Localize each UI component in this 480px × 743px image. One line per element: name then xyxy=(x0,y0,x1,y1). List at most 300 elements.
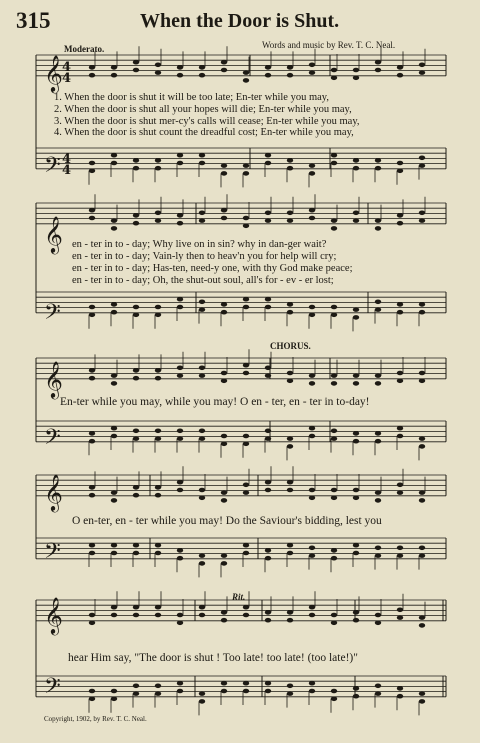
note-head xyxy=(331,556,337,561)
note-head xyxy=(243,434,249,439)
note-head xyxy=(265,366,271,371)
note-head xyxy=(221,68,227,73)
note-head xyxy=(309,216,315,221)
note-head xyxy=(331,313,337,318)
note-head xyxy=(287,166,293,171)
note-head xyxy=(155,436,161,441)
note-head xyxy=(199,561,205,566)
note-head xyxy=(133,613,139,618)
note-head xyxy=(221,60,227,65)
note-head xyxy=(133,166,139,171)
note-head xyxy=(199,488,205,493)
note-head xyxy=(397,169,403,174)
note-head xyxy=(155,211,161,216)
note-head xyxy=(221,610,227,615)
note-head xyxy=(89,169,95,174)
note-head xyxy=(199,373,205,378)
note-head xyxy=(265,429,271,434)
note-head xyxy=(133,684,139,689)
note-head xyxy=(419,699,425,704)
note-head xyxy=(199,161,205,166)
note-head xyxy=(331,689,337,694)
note-head xyxy=(89,305,95,310)
note-head xyxy=(89,689,95,694)
note-head xyxy=(419,444,425,449)
note-head xyxy=(89,439,95,444)
note-head xyxy=(287,543,293,548)
note-head xyxy=(243,543,249,548)
lyric-line: 4. When the door is shut count the dreadful cost; En-ter while you may, xyxy=(54,127,354,138)
note-head xyxy=(353,315,359,320)
note-head xyxy=(89,161,95,166)
note-head xyxy=(419,70,425,75)
note-head xyxy=(155,305,161,310)
note-head xyxy=(177,681,183,686)
note-head xyxy=(89,216,95,221)
note-head xyxy=(375,373,381,378)
note-head xyxy=(331,613,337,618)
note-head xyxy=(177,373,183,378)
note-head xyxy=(331,68,337,73)
note-head xyxy=(89,621,95,626)
note-head xyxy=(397,213,403,218)
note-head xyxy=(353,610,359,615)
note-head xyxy=(111,153,117,158)
note-head xyxy=(265,211,271,216)
note-head xyxy=(111,697,117,702)
note-head xyxy=(111,73,117,78)
note-head xyxy=(375,166,381,171)
bass-clef-icon: 𝄢 xyxy=(44,425,61,455)
note-head xyxy=(221,681,227,686)
note-head xyxy=(89,313,95,318)
note-head xyxy=(221,163,227,168)
note-head xyxy=(375,490,381,495)
note-head xyxy=(265,73,271,78)
note-head xyxy=(353,381,359,386)
note-head xyxy=(199,429,205,434)
note-head xyxy=(375,439,381,444)
note-head xyxy=(397,65,403,70)
note-head xyxy=(111,226,117,231)
note-head xyxy=(221,618,227,623)
note-head xyxy=(155,493,161,498)
note-head xyxy=(309,553,315,558)
note-head xyxy=(375,546,381,551)
note-head xyxy=(265,681,271,686)
note-head xyxy=(287,218,293,223)
note-head xyxy=(397,426,403,431)
note-head xyxy=(89,697,95,702)
lyric-line: 2. When the door is shut all your hopes will die; En-ter while you may, xyxy=(54,104,352,115)
note-head xyxy=(133,376,139,381)
lyric-line: 3. When the door is shut mer-cy's calls will cease; En-ter while you may, xyxy=(54,116,360,127)
note-head xyxy=(177,621,183,626)
rit-marking: Rit. xyxy=(232,592,246,602)
note-head xyxy=(243,305,249,310)
note-head xyxy=(133,221,139,226)
note-head xyxy=(375,431,381,436)
lyric-line: hear Him say, "The door is shut ! Too late! too late! (too late!)" xyxy=(68,652,358,664)
note-head xyxy=(133,691,139,696)
treble-clef-icon: 𝄞 xyxy=(44,215,63,253)
note-head xyxy=(89,613,95,618)
note-head xyxy=(331,226,337,231)
note-head xyxy=(287,480,293,485)
note-head xyxy=(265,297,271,302)
note-head xyxy=(397,546,403,551)
note-head xyxy=(375,226,381,231)
lyric-line: en - ter in to - day; Oh, the shut-out soul, all's for - ev - er lost; xyxy=(72,275,334,286)
treble-clef-icon: 𝄞 xyxy=(44,596,63,634)
note-head xyxy=(375,684,381,689)
note-head xyxy=(309,313,315,318)
note-head xyxy=(309,373,315,378)
note-head xyxy=(155,551,161,556)
note-head xyxy=(221,442,227,447)
note-head xyxy=(221,498,227,503)
time-signature: 4 xyxy=(62,163,72,178)
lyric-line: 1. When the door is shut it will be too late; En-ter while you may, xyxy=(54,92,329,103)
note-head xyxy=(155,166,161,171)
tempo-marking: Moderato. xyxy=(64,44,105,54)
note-head xyxy=(287,488,293,493)
note-head xyxy=(265,480,271,485)
lyric-line: en - ter in to - day; Has-ten, need-y one, with thy God make peace; xyxy=(72,263,353,274)
note-head xyxy=(89,485,95,490)
note-head xyxy=(309,496,315,501)
note-head xyxy=(199,65,205,70)
note-head xyxy=(331,548,337,553)
note-head xyxy=(265,305,271,310)
note-head xyxy=(353,543,359,548)
note-head xyxy=(243,171,249,176)
note-head xyxy=(397,379,403,384)
note-head xyxy=(177,436,183,441)
note-head xyxy=(397,310,403,315)
note-head xyxy=(199,366,205,371)
bass-clef-icon: 𝄢 xyxy=(44,153,61,183)
note-head xyxy=(309,163,315,168)
note-head xyxy=(89,551,95,556)
note-head xyxy=(133,493,139,498)
hymn-number: 315 xyxy=(16,8,51,33)
note-head xyxy=(309,208,315,213)
note-head xyxy=(221,310,227,315)
note-head xyxy=(375,553,381,558)
note-head xyxy=(111,302,117,307)
note-head xyxy=(199,73,205,78)
note-head xyxy=(419,615,425,620)
note-head xyxy=(89,431,95,436)
note-head xyxy=(133,368,139,373)
treble-clef-icon: 𝄞 xyxy=(44,473,63,511)
note-head xyxy=(89,73,95,78)
note-head xyxy=(287,379,293,384)
note-head xyxy=(353,158,359,163)
note-head xyxy=(331,76,337,81)
time-signature: 4 xyxy=(62,152,72,167)
lyric-line: O en-ter, en - ter while you may! Do the Saviour's bidding, lest you xyxy=(72,515,382,527)
note-head xyxy=(243,442,249,447)
note-head xyxy=(331,218,337,223)
note-head xyxy=(221,171,227,176)
note-head xyxy=(419,310,425,315)
note-head xyxy=(397,302,403,307)
note-head xyxy=(309,171,315,176)
note-head xyxy=(199,153,205,158)
note-head xyxy=(221,434,227,439)
note-head xyxy=(221,561,227,566)
note-head xyxy=(155,218,161,223)
note-head xyxy=(111,381,117,386)
note-head xyxy=(177,480,183,485)
note-head xyxy=(309,426,315,431)
note-head xyxy=(133,213,139,218)
note-head xyxy=(375,498,381,503)
note-head xyxy=(133,436,139,441)
note-head xyxy=(155,543,161,548)
note-heads xyxy=(89,46,425,715)
note-head xyxy=(221,208,227,213)
note-head xyxy=(397,694,403,699)
copyright-notice: Copyright, 1902, by Rev. T. C. Neal. xyxy=(44,715,147,723)
note-head xyxy=(331,153,337,158)
note-head xyxy=(397,371,403,376)
note-head xyxy=(353,618,359,623)
note-head xyxy=(133,158,139,163)
note-head xyxy=(287,691,293,696)
chorus-marking: CHORUS. xyxy=(270,341,311,351)
note-head xyxy=(397,615,403,620)
note-head xyxy=(287,65,293,70)
note-head xyxy=(353,439,359,444)
note-head xyxy=(243,605,249,610)
note-head xyxy=(287,211,293,216)
note-head xyxy=(287,436,293,441)
note-head xyxy=(133,60,139,65)
note-head xyxy=(111,490,117,495)
note-head xyxy=(177,689,183,694)
note-head xyxy=(287,551,293,556)
note-head xyxy=(89,208,95,213)
note-head xyxy=(155,63,161,68)
note-head xyxy=(155,605,161,610)
note-head xyxy=(155,70,161,75)
note-head xyxy=(287,371,293,376)
note-head xyxy=(221,302,227,307)
note-head xyxy=(111,426,117,431)
note-head xyxy=(309,605,315,610)
treble-clef-icon: 𝄞 xyxy=(44,54,63,92)
note-head xyxy=(331,436,337,441)
note-head xyxy=(331,381,337,386)
note-head xyxy=(397,161,403,166)
note-head xyxy=(353,211,359,216)
note-head xyxy=(419,379,425,384)
note-head xyxy=(177,488,183,493)
lyric-line: En-ter while you may, while you may! O en - ter, en - ter in to-day! xyxy=(60,396,370,408)
note-head xyxy=(221,379,227,384)
note-head xyxy=(177,213,183,218)
note-head xyxy=(89,493,95,498)
note-head xyxy=(419,436,425,441)
note-head xyxy=(419,63,425,68)
note-head xyxy=(111,689,117,694)
note-head xyxy=(243,551,249,556)
note-head xyxy=(265,689,271,694)
note-head xyxy=(419,163,425,168)
note-head xyxy=(89,368,95,373)
note-head xyxy=(199,218,205,223)
note-head xyxy=(177,73,183,78)
note-head xyxy=(133,605,139,610)
note-head xyxy=(221,216,227,221)
note-head xyxy=(177,613,183,618)
note-head xyxy=(419,546,425,551)
note-head xyxy=(309,681,315,686)
note-head xyxy=(397,434,403,439)
note-head xyxy=(177,161,183,166)
note-head xyxy=(419,623,425,628)
note-head xyxy=(265,618,271,623)
note-head xyxy=(331,621,337,626)
note-head xyxy=(309,488,315,493)
note-head xyxy=(155,376,161,381)
note-head xyxy=(243,689,249,694)
note-head xyxy=(265,65,271,70)
note-head xyxy=(111,434,117,439)
note-head xyxy=(375,691,381,696)
note-head xyxy=(155,684,161,689)
note-head xyxy=(177,366,183,371)
note-head xyxy=(375,613,381,618)
note-head xyxy=(221,371,227,376)
note-head xyxy=(199,211,205,216)
note-head xyxy=(265,218,271,223)
note-head xyxy=(397,73,403,78)
note-head xyxy=(221,553,227,558)
note-head xyxy=(111,613,117,618)
note-head xyxy=(243,613,249,618)
note-head xyxy=(155,429,161,434)
note-head xyxy=(111,605,117,610)
note-head xyxy=(243,681,249,686)
note-head xyxy=(397,686,403,691)
bass-clef-icon: 𝄢 xyxy=(44,539,61,569)
note-head xyxy=(309,546,315,551)
note-head xyxy=(287,302,293,307)
author-credit: Words and music by Rev. T. C. Neal. xyxy=(262,40,396,50)
note-head xyxy=(133,305,139,310)
bass-clef-icon: 𝄢 xyxy=(44,300,61,330)
note-head xyxy=(309,305,315,310)
note-head xyxy=(243,224,249,229)
note-head xyxy=(375,381,381,386)
note-head xyxy=(331,488,337,493)
note-head xyxy=(397,608,403,613)
note-head xyxy=(353,68,359,73)
note-head xyxy=(199,553,205,558)
note-head xyxy=(353,496,359,501)
note-head xyxy=(199,691,205,696)
note-head xyxy=(353,218,359,223)
note-head xyxy=(111,65,117,70)
note-head xyxy=(353,488,359,493)
note-head xyxy=(309,70,315,75)
note-head xyxy=(309,63,315,68)
note-head xyxy=(177,556,183,561)
note-head xyxy=(331,373,337,378)
note-head xyxy=(353,551,359,556)
note-head xyxy=(177,305,183,310)
note-head xyxy=(243,490,249,495)
note-head xyxy=(419,498,425,503)
note-head xyxy=(419,156,425,161)
note-head xyxy=(243,363,249,368)
note-head xyxy=(265,556,271,561)
note-head xyxy=(353,76,359,81)
note-head xyxy=(353,166,359,171)
note-head xyxy=(309,613,315,618)
note-head xyxy=(375,621,381,626)
note-head xyxy=(265,610,271,615)
note-head xyxy=(177,221,183,226)
note-head xyxy=(199,300,205,305)
note-head xyxy=(111,498,117,503)
note-head xyxy=(111,161,117,166)
note-head xyxy=(243,163,249,168)
note-head xyxy=(177,429,183,434)
note-head xyxy=(133,543,139,548)
note-head xyxy=(243,70,249,75)
note-head xyxy=(287,618,293,623)
note-head xyxy=(177,548,183,553)
note-head xyxy=(419,302,425,307)
note-head xyxy=(199,699,205,704)
note-head xyxy=(199,436,205,441)
note-head xyxy=(111,543,117,548)
note-head xyxy=(265,153,271,158)
note-head xyxy=(133,429,139,434)
note-head xyxy=(221,689,227,694)
note-head xyxy=(331,429,337,434)
note-head xyxy=(155,158,161,163)
note-head xyxy=(133,551,139,556)
note-head xyxy=(155,613,161,618)
note-head xyxy=(111,551,117,556)
note-head xyxy=(243,78,249,83)
note-head xyxy=(419,490,425,495)
time-signature: 4 xyxy=(62,60,72,75)
note-head xyxy=(243,216,249,221)
note-head xyxy=(309,689,315,694)
note-head xyxy=(331,161,337,166)
note-head xyxy=(133,68,139,73)
note-head xyxy=(287,610,293,615)
note-head xyxy=(133,313,139,318)
note-head xyxy=(265,161,271,166)
note-head xyxy=(397,483,403,488)
lyric-line: en - ter in to - day; Vain-ly then to heav'n you for help will cry; xyxy=(72,251,337,262)
lyric-line: en - ter in to - day; Why live on in sin? why in dan-ger wait? xyxy=(72,239,327,250)
note-head xyxy=(177,297,183,302)
note-head xyxy=(331,697,337,702)
note-head xyxy=(177,65,183,70)
note-head xyxy=(199,605,205,610)
note-head xyxy=(397,490,403,495)
note-head xyxy=(375,68,381,73)
